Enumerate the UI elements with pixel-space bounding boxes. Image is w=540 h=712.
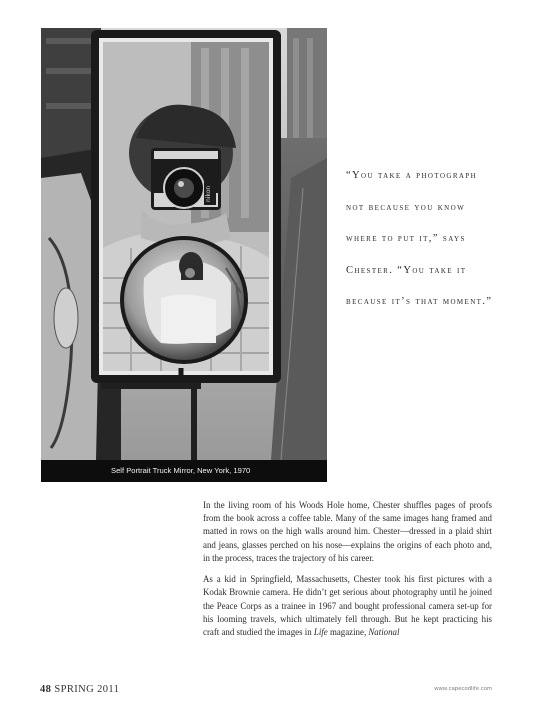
article-body <box>203 499 492 639</box>
pull-quote <box>346 160 522 318</box>
photo-self-portrait-truck-mirror <box>41 28 327 460</box>
page-number: 48 <box>40 684 52 695</box>
issue-label: SPRING 2011 <box>54 684 120 695</box>
pull-quote-line: because it’s that moment.” <box>346 296 493 307</box>
photo-illustration <box>41 28 327 460</box>
website-url: www.capecodlife.com <box>434 686 492 692</box>
magazine-title: National <box>368 627 400 638</box>
article-paragraph <box>203 573 492 639</box>
camera-brand-label: nikon <box>205 185 212 202</box>
pull-quote-line: Chester. “You take it <box>346 264 467 276</box>
pull-quote-line: “You take a photograph <box>346 170 478 181</box>
photo-caption: Self Portrait Truck Mirror, New York, 1970 <box>41 460 327 482</box>
magazine-title: Life <box>313 627 328 638</box>
pull-quote-line: where to put it,” says <box>346 233 466 244</box>
paragraph-text: As a kid in Springfield, Massachusetts, Chester took his first pictures with a Kodak Brownie camera. He didn’t get serious about photography until he joined the Peace Corps as a trainee in 1967 and bought professional camera set-up for his looming travels, which ultimately fell through. But he kept practicing his craft and studied the images in <box>203 574 492 638</box>
article-paragraph: In the living room of his Woods Hole home, Chester shuffles pages of proofs from the book across a coffee table. Many of the same images hang framed and matted in rows on the high walls around him. Chester—dressed in a plaid shirt and jeans, glasses perched on his nose—explains the origins of each photo and, in the process, traces the trajectory of his career. <box>203 500 492 563</box>
page-folio <box>40 684 119 695</box>
pull-quote-line: not because you know <box>346 201 466 213</box>
paragraph-text: magazine, <box>327 627 369 638</box>
